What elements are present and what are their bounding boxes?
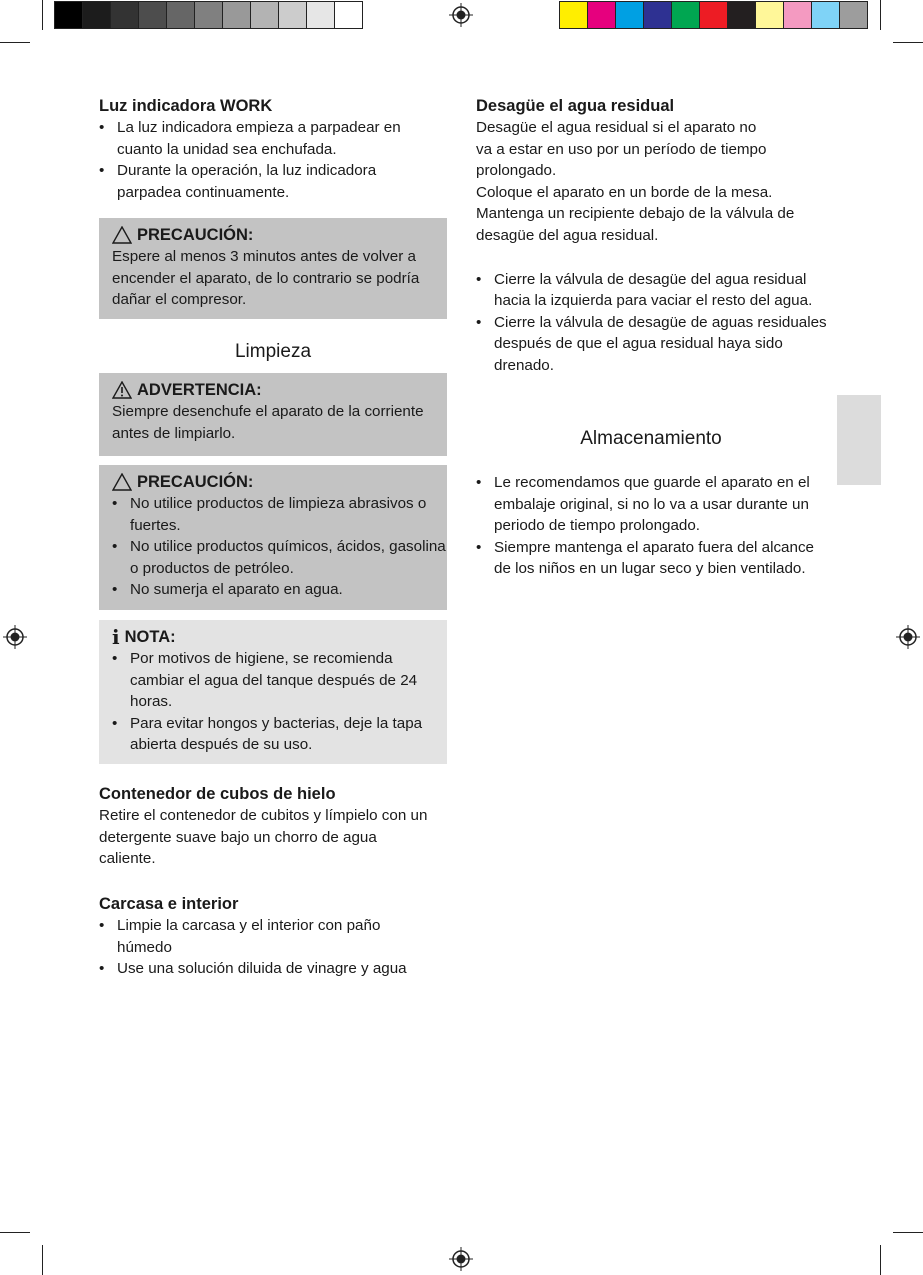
color-swatch [784, 2, 812, 28]
caution-title: PRECAUCIÓN: [137, 473, 254, 491]
color-swatch [335, 2, 362, 28]
crop-mark [880, 0, 881, 30]
warning-title: ADVERTENCIA: [137, 381, 262, 399]
list-item: • Cierre la válvula de desagüe del agua residual hacia la izquierda para vaciar el resto del agua. [476, 269, 831, 312]
warning-triangle-icon [112, 473, 132, 491]
crop-mark [0, 42, 30, 43]
storage-title-wrap [476, 427, 826, 451]
list-item: • No sumerja el aparato en agua. [112, 579, 447, 601]
color-swatch [139, 2, 167, 28]
color-swatch [251, 2, 279, 28]
color-swatch [644, 2, 672, 28]
color-swatch [700, 2, 728, 28]
color-swatch [560, 2, 588, 28]
list-item: • No utilice productos de limpieza abrasivos o fuertes. [112, 493, 447, 536]
language-side-tab [837, 395, 881, 485]
list-item: • Limpie la carcasa y el interior con paño húmedo [99, 915, 434, 958]
list-item: • Use una solución diluida de vinagre y agua [99, 958, 434, 980]
warning-triangle-icon [112, 381, 132, 399]
registration-mark-icon [449, 3, 473, 27]
list-item: • Por motivos de higiene, se recomienda cambiar el agua del tanque después de 24 horas. [112, 648, 447, 713]
ice-bin-section [99, 783, 434, 870]
color-swatch [55, 2, 83, 28]
color-swatch [167, 2, 195, 28]
crop-mark [893, 1232, 923, 1233]
list-item: • Siempre mantenga el aparato fuera del alcance de los niños en un lugar seco y bien ventilado. [476, 537, 831, 580]
work-light-heading: Luz indicadora WORK [99, 97, 273, 115]
info-icon: i [112, 625, 120, 649]
housing-section [99, 893, 434, 980]
ice-bin-text: Retire el contenedor de cubitos y límpielo con un detergente suave bajo un chorro de agua caliente. [99, 807, 428, 868]
drain-list [476, 269, 831, 377]
color-swatch [616, 2, 644, 28]
registration-mark-icon [3, 625, 27, 649]
color-swatch [111, 2, 139, 28]
drain-text-line: prolongado. [476, 162, 557, 180]
crop-mark [42, 1245, 43, 1275]
drain-text-line: Mantenga un recipiente debajo de la válvula de [476, 205, 795, 223]
cleaning-title: Limpieza [234, 341, 312, 362]
gray-color-bar [54, 1, 363, 29]
list-item: • Durante la operación, la luz indicadora parpadea continuamente. [99, 160, 439, 203]
housing-list [99, 915, 434, 980]
color-swatch [195, 2, 223, 28]
color-swatch [840, 2, 867, 28]
work-light-section [99, 95, 439, 203]
color-swatch [756, 2, 784, 28]
color-swatch [812, 2, 840, 28]
drain-text-line: Desagüe el agua residual si el aparato no [476, 119, 757, 136]
cleaning-title-wrap [99, 340, 447, 364]
caution-title: PRECAUCIÓN: [137, 226, 254, 244]
note-list [112, 648, 447, 756]
note-box [99, 620, 447, 764]
registration-mark-icon [449, 1247, 473, 1271]
color-swatch [672, 2, 700, 28]
work-light-list [99, 117, 439, 203]
drain-heading: Desagüe el agua residual [476, 97, 675, 115]
crop-mark [893, 42, 923, 43]
drain-section [476, 95, 831, 377]
list-item: • No utilice productos químicos, ácidos, gasolina o productos de petróleo. [112, 536, 447, 579]
note-title: NOTA: [124, 628, 176, 646]
drain-text-line: Coloque el aparato en un borde de la mesa. [476, 183, 773, 201]
crop-mark [42, 0, 43, 30]
drain-text-line: va a estar en uso por un período de tiempo [476, 140, 767, 158]
warning-text: Siempre desenchufe el aparato de la corriente antes de limpiarlo. [112, 403, 424, 442]
crop-mark [0, 1232, 30, 1233]
storage-section [476, 472, 831, 580]
caution-text: Espere al menos 3 minutos antes de volver a encender el aparato, de lo contrario se podría dañar el compresor. [112, 248, 420, 309]
storage-list [476, 472, 831, 580]
warning-triangle-icon [112, 226, 132, 244]
color-swatch [728, 2, 756, 28]
storage-title: Almacenamiento [580, 428, 722, 449]
warning-box [99, 373, 447, 456]
drain-text-line: desagüe del agua residual. [476, 226, 659, 244]
list-item: • Cierre la válvula de desagüe de aguas residuales después de que el agua residual haya sido drenado. [476, 312, 831, 377]
color-swatch [588, 2, 616, 28]
list-item: • Para evitar hongos y bacterias, deje la tapa abierta después de su uso. [112, 713, 447, 756]
crop-mark [880, 1245, 881, 1275]
color-swatch [83, 2, 111, 28]
ice-bin-heading: Contenedor de cubos de hielo [99, 785, 336, 803]
color-swatch [307, 2, 335, 28]
caution-list [112, 493, 447, 601]
cmyk-color-bar [559, 1, 868, 29]
housing-heading: Carcasa e interior [99, 895, 239, 913]
caution-box [99, 218, 447, 319]
color-swatch [223, 2, 251, 28]
list-item: • Le recomendamos que guarde el aparato en el embalaje original, si no lo va a usar durante un periodo de tiempo prolongado. [476, 472, 831, 537]
caution-box [99, 465, 447, 610]
registration-mark-icon [896, 625, 920, 649]
list-item: • La luz indicadora empieza a parpadear en cuanto la unidad sea enchufada. [99, 117, 439, 160]
color-swatch [279, 2, 307, 28]
